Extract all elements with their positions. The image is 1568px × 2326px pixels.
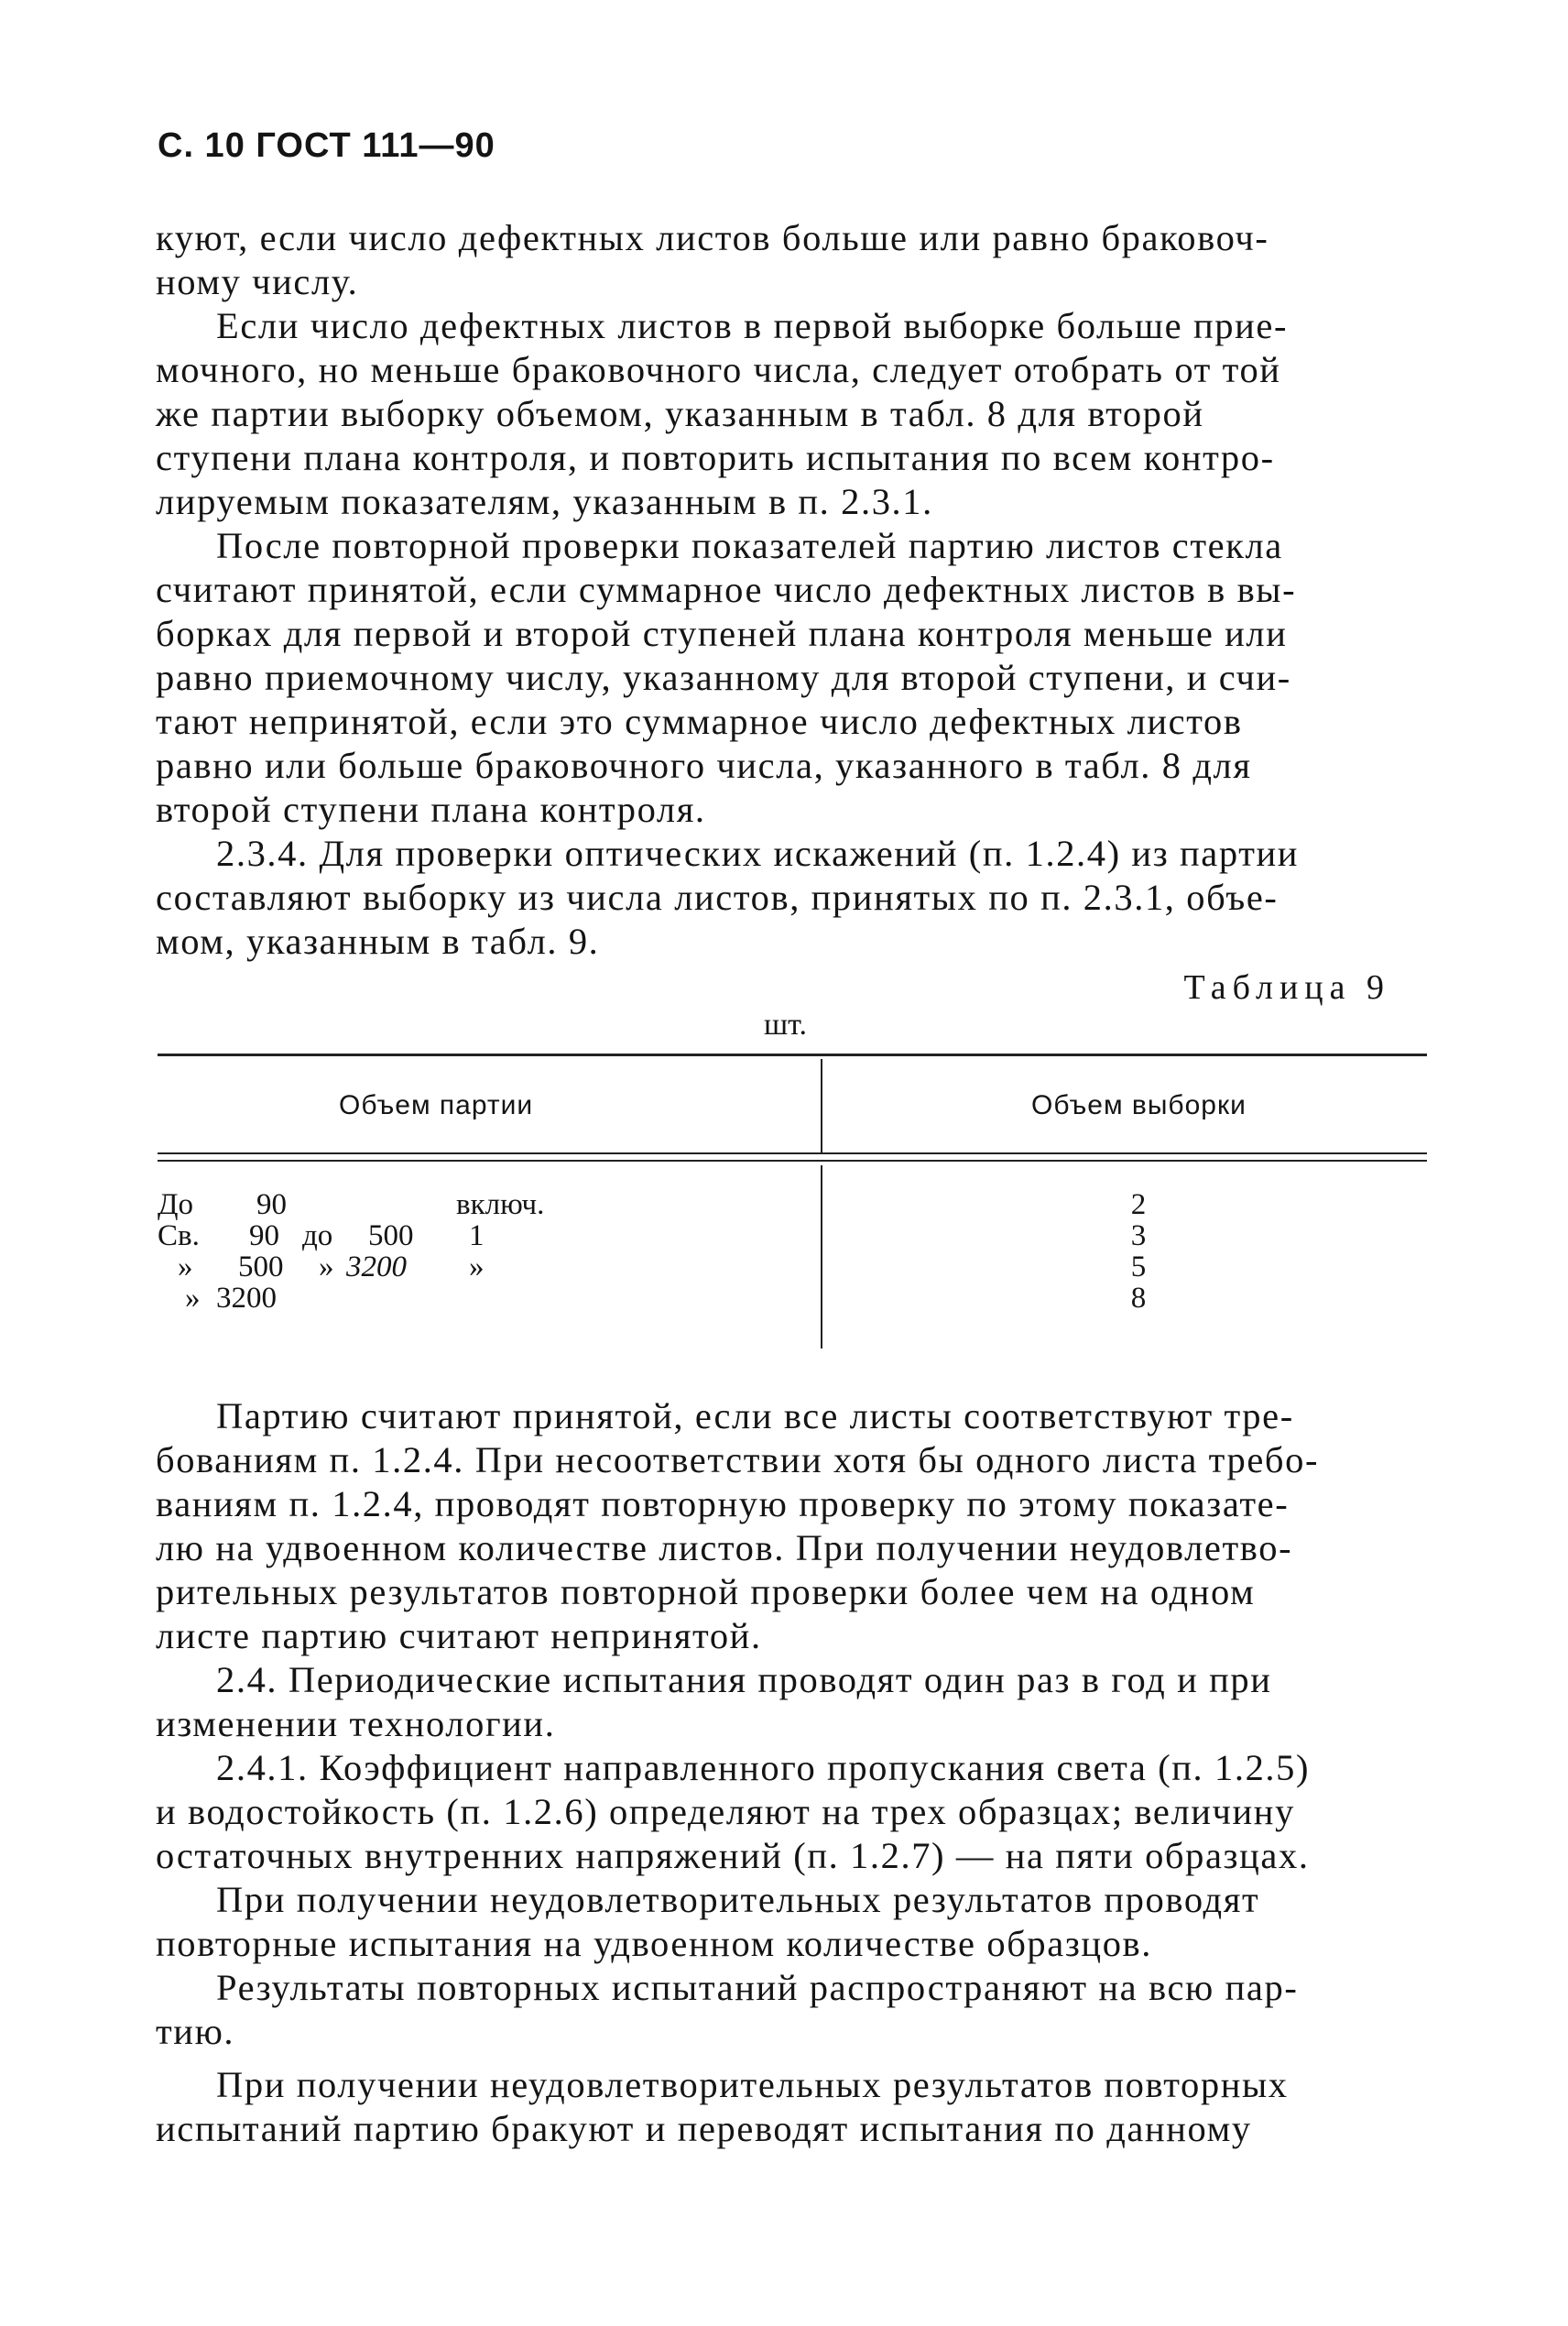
text-block-bottom <box>156 1394 1425 2151</box>
row-prefix: » <box>185 1282 201 1315</box>
text-line: 2.4.1. Коэффициент направленного пропускания света (п. 1.2.5) <box>216 1747 1311 1788</box>
text-line: борках для первой и второй ступеней плана контроля меньше или <box>156 613 1288 654</box>
row-from: 500 <box>238 1250 284 1283</box>
text-line: составляют выборку из числа листов, принятых по п. 2.3.1, объе- <box>156 877 1279 918</box>
text-line: куют, если число дефектных листов больше или равно браковоч- <box>156 217 1269 258</box>
text-line: При получении неудовлетворительных результатов повторных <box>216 2064 1289 2105</box>
text-line: равно или больше браковочного числа, указанного в табл. 8 для <box>156 745 1252 786</box>
table-top-rule <box>158 1054 1427 1056</box>
text-line: 2.3.4. Для проверки оптических искажений (п. 1.2.4) из партии <box>216 833 1300 874</box>
text-line: После повторной проверки показателей партию листов стекла <box>216 525 1283 566</box>
table-header-rule <box>158 1160 1427 1162</box>
table-column-divider <box>821 1165 822 1349</box>
sample-size-cell: 8 <box>1130 1282 1147 1315</box>
text-line: изменении технологии. <box>156 1703 556 1744</box>
row-suffix: 1 <box>469 1219 485 1252</box>
text-block-top <box>156 216 1425 964</box>
table-header-sample-size: Объем выборки <box>1031 1090 1247 1120</box>
row-to-word: » <box>319 1250 334 1283</box>
text-line: и водостойкость (п. 1.2.6) определяют на трех образцах; величину <box>156 1791 1295 1832</box>
sample-size-cell: 3 <box>1130 1219 1147 1252</box>
text-line: Результаты повторных испытаний распространяют на всю пар- <box>216 1967 1299 2008</box>
text-line: испытаний партию бракуют и переводят испытания по данному <box>156 2108 1252 2149</box>
row-from: 90 <box>256 1188 287 1221</box>
table-header-batch-size: Объем партии <box>339 1090 534 1120</box>
text-line: ному числу. <box>156 261 359 302</box>
text-line: Партию считают принятой, если все листы соответствуют тре- <box>216 1395 1294 1436</box>
text-line: мочного, но меньше браковочного числа, следует отобрать от той <box>156 349 1281 390</box>
row-from: 3200 <box>216 1282 277 1315</box>
text-line: бованиям п. 1.2.4. При несоответствии хотя бы одного листа требо- <box>156 1439 1320 1480</box>
sample-size-cell: 5 <box>1130 1250 1147 1283</box>
page-header: С. 10 ГОСТ 111—90 <box>158 126 495 165</box>
text-line: тают непринятой, если это суммарное число дефектных листов <box>156 701 1243 742</box>
text-line: мом, указанным в табл. 9. <box>156 921 600 962</box>
text-line: тию. <box>156 2011 235 2052</box>
row-prefix: До <box>158 1188 194 1221</box>
row-suffix: » <box>469 1250 485 1283</box>
text-line: ваниям п. 1.2.4, проводят повторную проверку по этому показате- <box>156 1483 1290 1524</box>
text-line: рительных результатов повторной проверки более чем на одном <box>156 1571 1256 1612</box>
text-line: Если число дефектных листов в первой выборке больше прие- <box>216 305 1289 346</box>
text-line: повторные испытания на удвоенном количестве образцов. <box>156 1923 1153 1964</box>
row-from: 90 <box>249 1219 279 1252</box>
text-line: лируемым показателям, указанным в п. 2.3.1. <box>156 481 933 522</box>
row-prefix: Св. <box>158 1219 200 1252</box>
table-column-divider <box>821 1059 822 1152</box>
text-line: же партии выборку объемом, указанным в табл. 8 для второй <box>156 393 1204 434</box>
sample-size-cell: 2 <box>1130 1188 1147 1221</box>
text-line: листе партию считают непринятой. <box>156 1615 762 1656</box>
table-caption: Таблица 9 <box>1183 968 1390 1007</box>
row-prefix: » <box>178 1250 193 1283</box>
text-line: второй ступени плана контроля. <box>156 789 706 830</box>
text-line: лю на удвоенном количестве листов. При получении неудовлетво- <box>156 1527 1293 1568</box>
text-line: считают принятой, если суммарное число дефектных листов в вы- <box>156 569 1297 610</box>
text-line: ступени плана контроля, и повторить испытания по всем контро- <box>156 437 1275 478</box>
text-line: 2.4. Периодические испытания проводят один раз в год и при <box>216 1659 1272 1700</box>
row-suffix: включ. <box>456 1188 545 1221</box>
table-header-rule <box>158 1152 1427 1154</box>
table-unit: шт. <box>764 1008 807 1042</box>
row-to: 500 <box>368 1219 414 1252</box>
text-line: При получении неудовлетворительных результатов проводят <box>216 1879 1260 1920</box>
text-line: остаточных внутренних напряжений (п. 1.2.7) — на пяти образцах. <box>156 1835 1310 1876</box>
text-line: равно приемочному числу, указанному для второй ступени, и счи- <box>156 657 1291 698</box>
row-to-word: до <box>302 1219 333 1252</box>
row-to: 3200 <box>346 1250 407 1283</box>
